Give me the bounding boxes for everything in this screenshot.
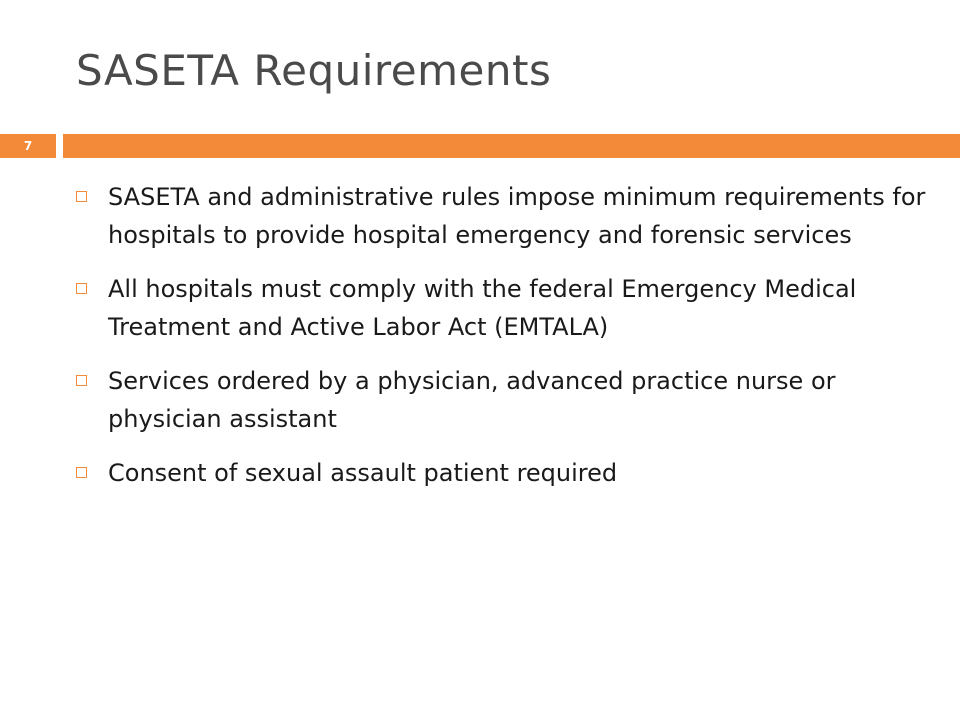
slide-number: 7 — [0, 134, 56, 158]
bullet-list — [74, 178, 934, 508]
bullet-item — [74, 270, 934, 346]
bullet-text: Consent of sexual assault patient required — [108, 459, 618, 487]
bullet-text: Services ordered by a physician, advanced practice nurse or physician assistant — [108, 367, 836, 433]
accent-bar — [63, 134, 960, 158]
bullet-item — [74, 454, 934, 492]
bullet-text: All hospitals must comply with the federal Emergency Medical Treatment and Active Labor Act (EMTALA) — [108, 275, 857, 341]
bullet-item — [74, 178, 934, 254]
square-bullet-icon — [76, 467, 87, 478]
square-bullet-icon — [76, 191, 87, 202]
bullet-item — [74, 362, 934, 438]
square-bullet-icon — [76, 375, 87, 386]
bullet-text: SASETA and administrative rules impose minimum requirements for hospitals to provide hospital emergency and forensic services — [108, 183, 926, 249]
square-bullet-icon — [76, 283, 87, 294]
slide-title: SASETA Requirements — [76, 46, 552, 95]
